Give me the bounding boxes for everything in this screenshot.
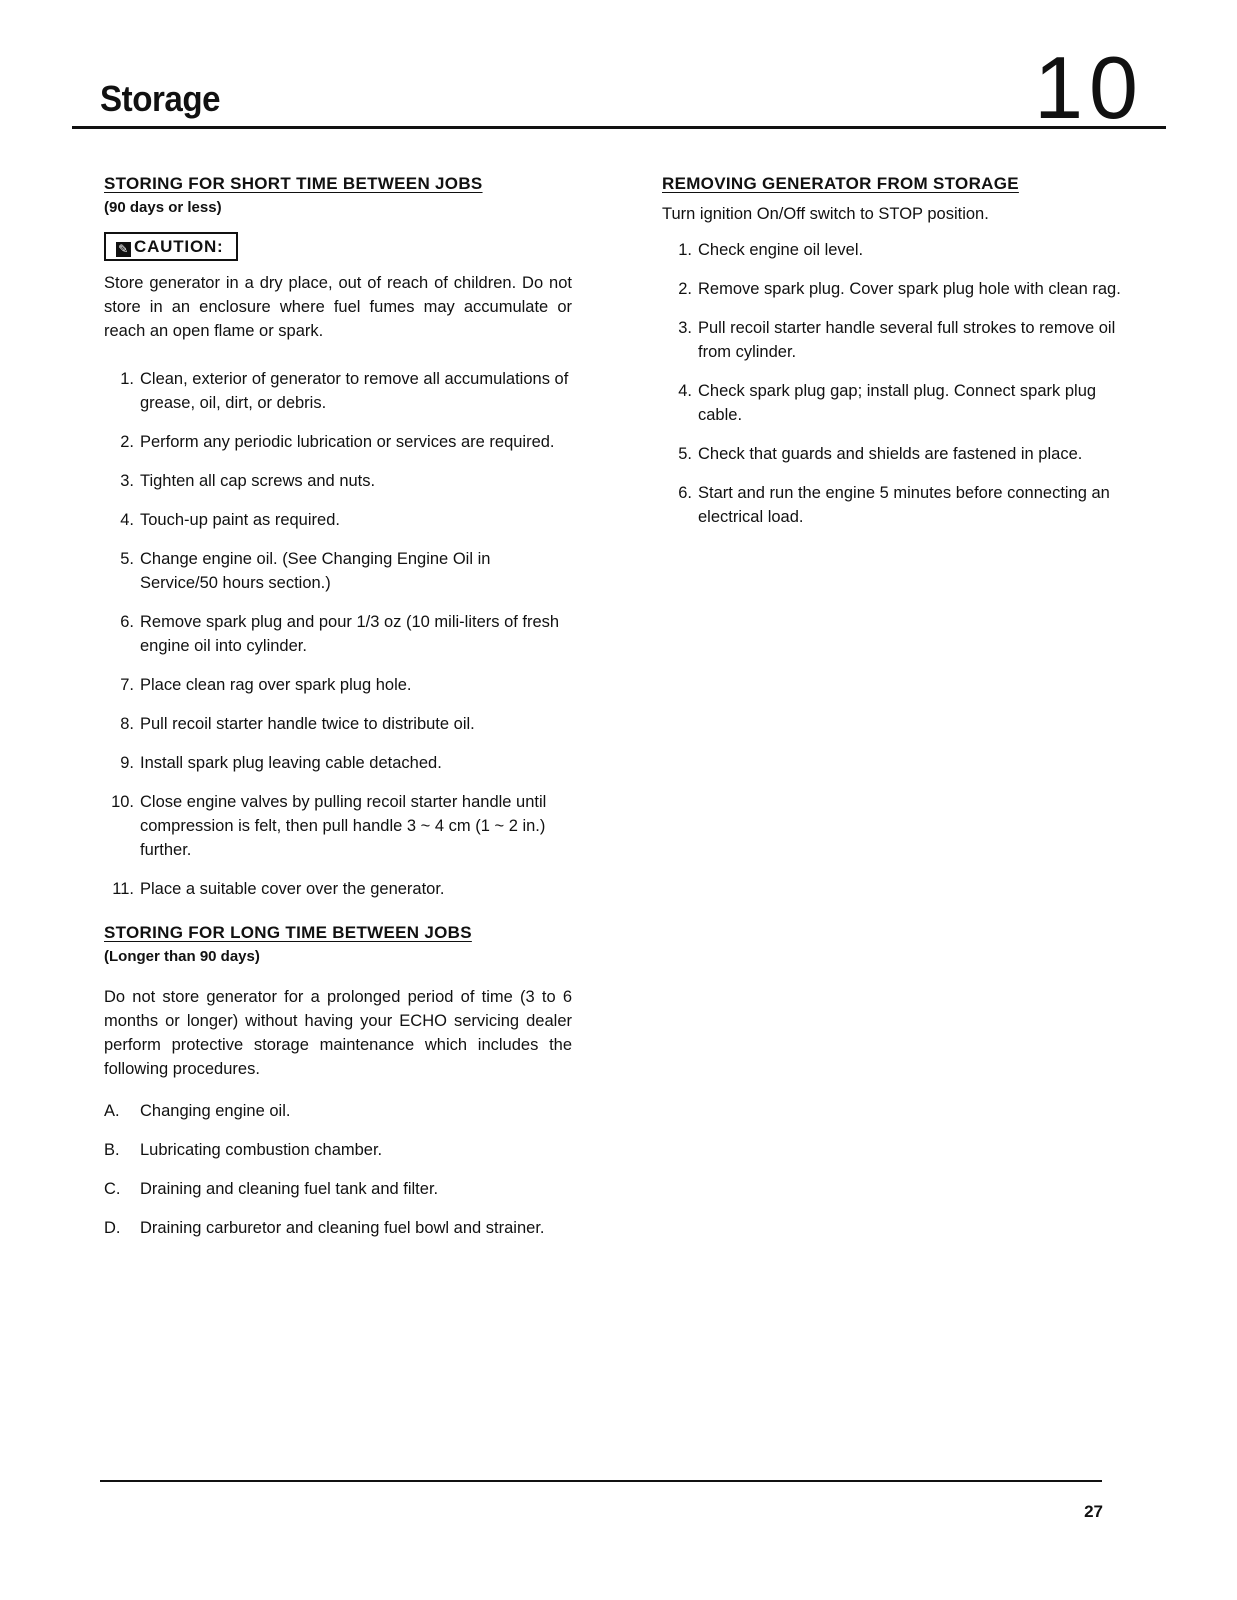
step-number: 5.	[678, 445, 692, 463]
long-storage-subheading: (Longer than 90 days)	[104, 948, 260, 965]
step-text: Check spark plug gap; install plug. Connect spark plug cable.	[698, 382, 1097, 424]
step-text: Tighten all cap screws and nuts.	[140, 472, 376, 490]
list-item	[104, 367, 572, 415]
step-text: Check engine oil level.	[698, 241, 864, 259]
chapter-number: 10	[1034, 38, 1144, 137]
step-number: 6.	[678, 484, 692, 502]
long-storage-procedures	[104, 1099, 572, 1240]
page-title: Storage	[100, 78, 221, 119]
list-item	[104, 877, 572, 901]
step-number: 2.	[120, 433, 134, 451]
step-number: 7.	[120, 676, 134, 694]
list-item	[104, 673, 572, 697]
list-item	[104, 610, 572, 658]
long-storage-heading: STORING FOR LONG TIME BETWEEN JOBS	[104, 923, 472, 942]
left-column	[104, 172, 572, 1255]
step-text: Start and run the engine 5 minutes before connecting an electrical load.	[698, 484, 1110, 526]
step-number: 4.	[120, 511, 134, 529]
item-text: Changing engine oil.	[140, 1102, 291, 1120]
step-text: Close engine valves by pulling recoil starter handle until compression is felt, then pull handle 3 ~ 4 cm (1 ~ 2 in.) further.	[140, 793, 547, 859]
list-item	[662, 379, 1132, 427]
list-item	[662, 481, 1132, 529]
step-number: 6.	[120, 613, 134, 631]
list-item	[104, 430, 572, 454]
list-item	[104, 1177, 572, 1201]
short-storage-heading: STORING FOR SHORT TIME BETWEEN JOBS	[104, 174, 483, 193]
removing-storage-heading: REMOVING GENERATOR FROM STORAGE	[662, 174, 1019, 193]
step-number: 10.	[111, 793, 134, 811]
short-storage-subheading: (90 days or less)	[104, 199, 222, 216]
removing-storage-steps	[662, 238, 1132, 529]
step-number: 11.	[112, 880, 134, 898]
step-number: 1.	[120, 370, 134, 388]
list-item	[662, 442, 1132, 466]
item-text: Draining and cleaning fuel tank and filter.	[140, 1180, 439, 1198]
step-text: Pull recoil starter handle several full strokes to remove oil from cylinder.	[698, 319, 1116, 361]
step-text: Change engine oil. (See Changing Engine Oil in Service/50 hours section.)	[140, 550, 491, 592]
step-text: Place a suitable cover over the generator.	[140, 880, 445, 898]
list-item	[104, 712, 572, 736]
step-text: Touch-up paint as required.	[140, 511, 340, 529]
step-text: Perform any periodic lubrication or services are required.	[140, 433, 555, 451]
step-number: 2.	[678, 280, 692, 298]
list-item	[662, 238, 1132, 262]
step-number: 3.	[120, 472, 134, 490]
page-header	[72, 30, 1166, 137]
item-letter: C.	[104, 1180, 121, 1198]
item-letter: A.	[104, 1102, 120, 1120]
list-item	[662, 316, 1132, 364]
list-item	[104, 1216, 572, 1240]
list-item	[662, 277, 1132, 301]
short-storage-steps	[104, 367, 572, 901]
right-column	[662, 172, 1132, 544]
step-number: 1.	[678, 241, 692, 259]
step-number: 3.	[678, 319, 692, 337]
list-item	[104, 751, 572, 775]
item-text: Draining carburetor and cleaning fuel bowl and strainer.	[140, 1219, 545, 1237]
item-letter: B.	[104, 1141, 120, 1159]
list-item	[104, 1099, 572, 1123]
step-number: 8.	[120, 715, 134, 733]
footer-divider	[100, 1480, 1102, 1482]
list-item	[104, 1138, 572, 1162]
step-number: 4.	[678, 382, 692, 400]
item-text: Lubricating combustion chamber.	[140, 1141, 383, 1159]
caution-box	[104, 232, 238, 261]
step-text: Place clean rag over spark plug hole.	[140, 676, 412, 694]
step-text: Install spark plug leaving cable detached.	[140, 754, 442, 772]
caution-text: Store generator in a dry place, out of reach of children. Do not store in an enclosure where fuel fumes may accumulate or reach an open flame or spark.	[104, 274, 572, 340]
step-text: Remove spark plug and pour 1/3 oz (10 mili-liters of fresh engine oil into cylinder.	[140, 613, 560, 655]
step-text: Clean, exterior of generator to remove all accumulations of grease, oil, dirt, or debris.	[140, 370, 569, 412]
list-item	[104, 469, 572, 493]
list-item	[104, 547, 572, 595]
item-letter: D.	[104, 1219, 121, 1237]
caution-icon: ✎	[116, 242, 131, 257]
step-number: 5.	[120, 550, 134, 568]
step-text: Remove spark plug. Cover spark plug hole with clean rag.	[698, 280, 1121, 298]
removing-storage-intro: Turn ignition On/Off switch to STOP position.	[662, 205, 989, 223]
step-text: Check that guards and shields are fastened in place.	[698, 445, 1083, 463]
step-number: 9.	[120, 754, 134, 772]
step-text: Pull recoil starter handle twice to distribute oil.	[140, 715, 475, 733]
long-storage-intro: Do not store generator for a prolonged period of time (3 to 6 months or longer) without having your ECHO servicing dealer perform protective storage maintenance which includes the following procedures.	[104, 988, 572, 1078]
page-number: 27	[1084, 1502, 1103, 1521]
list-item	[104, 790, 572, 862]
list-item	[104, 508, 572, 532]
caution-label: CAUTION:	[134, 237, 224, 256]
